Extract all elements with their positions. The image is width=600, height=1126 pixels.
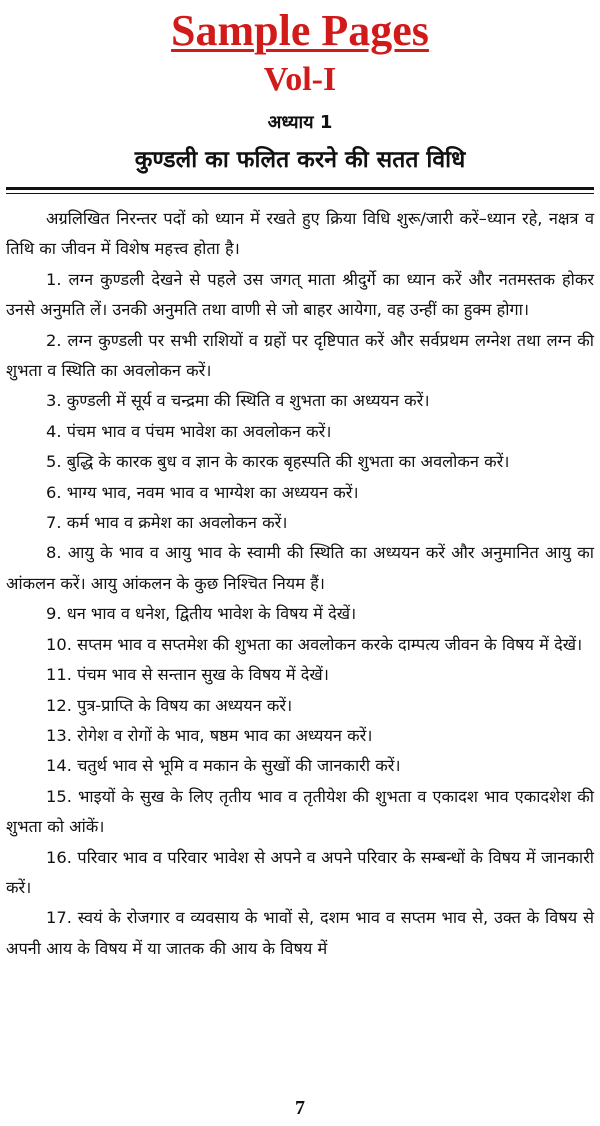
list-item: 3. कुण्डली में सूर्य व चन्द्रमा की स्थिति व शुभता का अध्ययन करें। (46, 391, 430, 411)
volume-label: Vol-I (263, 61, 337, 98)
list-item: 8. आयु के भाव व आयु भाव के स्वामी की स्थिति का अध्ययन करें और अनुमानित आयु का आंकलन करें। आयु आंकलन के कुछ निश्चित नियम हैं। (6, 543, 594, 593)
list-item: 16. परिवार भाव व परिवार भावेश से अपने व अपने परिवार के सम्बन्धों के विषय में जानकारी करें। (6, 847, 594, 897)
list-item: 11. पंचम भाव से सन्तान सुख के विषय में देखें। (46, 665, 329, 685)
list-item: 17. स्वयं के रोजगार व व्यवसाय के भावों से, दशम भाव व सप्तम भाव से, उक्त के विषय से अपनी आय के विषय में या जातक की आय के विषय में (6, 908, 594, 958)
list-item: 10. सप्तम भाव व सप्तमेश की शुभता का अवलोकन करके दाम्पत्य जीवन के विषय में देखें। (46, 634, 583, 654)
list-item: 7. कर्म भाव व क्रमेश का अवलोकन करें। (46, 513, 288, 533)
list-item: 14. चतुर्थ भाव से भूमि व मकान के सुखों की जानकारी करें। (46, 756, 401, 776)
list-item: 13. रोगेश व रोगों के भाव, षष्ठम भाव का अध्ययन करें। (46, 725, 373, 745)
list-item: 5. बुद्धि के कारक बुध व ज्ञान के कारक बृहस्पति की शुभता का अवलोकन करें। (46, 452, 510, 472)
list-item: 4. पंचम भाव व पंचम भावेश का अवलोकन करें। (46, 421, 332, 441)
list-item: 1. लग्न कुण्डली देखने से पहले उस जगत् माता श्रीदुर्गे का ध्यान करें और नतमस्तक होकर उनसे अनुमति लें। उनकी अनुमति तथा वाणी से जो बाहर आयेगा, वह उन्हीं का हुक्म होगा। (6, 269, 594, 320)
list-item: 12. पुत्र-प्राप्ति के विषय का अध्ययन करें। (46, 695, 293, 715)
intro-paragraph: अग्रलिखित निरन्तर पदों को ध्यान में रखते हुए क्रिया विधि शुरू/जारी करें–ध्यान रहे, नक्षत्र व तिथि का जीवन में विशेष महत्त्व होता है। (6, 209, 594, 259)
list-item: 9. धन भाव व धनेश, द्वितीय भावेश के विषय में देखें। (46, 604, 357, 624)
page-header-title: Sample Pages (171, 6, 429, 55)
chapter-body (6, 204, 594, 964)
chapter-label: अध्याय 1 (267, 112, 333, 133)
chapter-title: कुण्डली का फलित करने की सतत विधि (134, 147, 466, 173)
list-item: 2. लग्न कुण्डली पर सभी राशियों व ग्रहों पर दृष्टिपात करें और सर्वप्रथम लग्नेश तथा लग्न की शुभता व स्थिति का अवलोकन करें। (6, 330, 594, 381)
header-divider (6, 187, 594, 194)
page-number: 7 (295, 1097, 305, 1119)
list-item: 6. भाग्य भाव, नवम भाव व भाग्येश का अध्ययन करें। (46, 482, 359, 502)
list-item: 15. भाइयों के सुख के लिए तृतीय भाव व तृतीयेश की शुभता व एकादश भाव एकादशेश की शुभता को आंकें। (6, 786, 594, 837)
